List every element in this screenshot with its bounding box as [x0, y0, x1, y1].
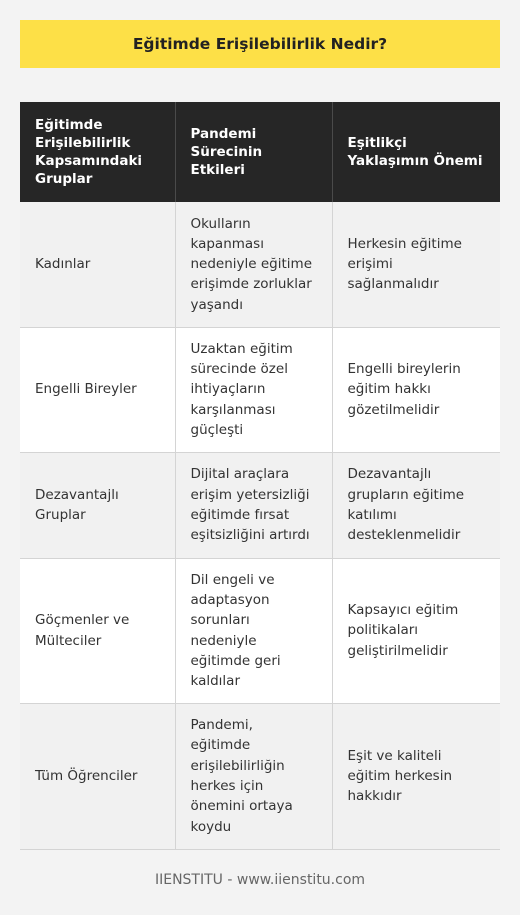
- table-cell-effect: Okulların kapanması nedeniyle eğitime erişimde zorluklar yaşandı: [175, 202, 332, 327]
- page-title: Eğitimde Erişilebilirlik Nedir?: [20, 20, 500, 68]
- table-cell-group: Engelli Bireyler: [20, 327, 175, 452]
- table-row: [20, 202, 500, 327]
- table-row: [20, 327, 500, 452]
- header-pandemic-effects: Pandemi Sürecinin Etkileri: [175, 102, 332, 202]
- header-groups: Eğitimde Erişilebilirlik Kapsamındaki Gruplar: [20, 102, 175, 202]
- table-header-row: [20, 102, 500, 202]
- table-cell-effect: Pandemi, eğitimde erişilebilirliğin herkes için önemini ortaya koydu: [175, 703, 332, 849]
- table-cell-importance: Herkesin eğitime erişimi sağlanmalıdır: [332, 202, 500, 327]
- table-cell-effect: Dil engeli ve adaptasyon sorunları nedeniyle eğitimde geri kaldılar: [175, 558, 332, 703]
- footer-credit: IIENSTITU - www.iienstitu.com: [154, 872, 366, 888]
- accessibility-table: [20, 102, 500, 850]
- table-cell-importance: Dezavantajlı grupların eğitime katılımı desteklenmelidir: [332, 452, 500, 558]
- table-row: [20, 452, 500, 558]
- table-cell-group: Tüm Öğrenciler: [20, 703, 175, 849]
- table-cell-effect: Uzaktan eğitim sürecinde özel ihtiyaçların karşılanması güçleşti: [175, 327, 332, 452]
- table-cell-group: Göçmenler ve Mülteciler: [20, 558, 175, 703]
- table-row: [20, 558, 500, 703]
- header-equity-importance: Eşitlikçi Yaklaşımın Önemi: [332, 102, 500, 202]
- table-row: [20, 703, 500, 849]
- table-cell-group: Kadınlar: [20, 202, 175, 327]
- table-cell-group: Dezavantajlı Gruplar: [20, 452, 175, 558]
- table-cell-effect: Dijital araçlara erişim yetersizliği eğitimde fırsat eşitsizliğini artırdı: [175, 452, 332, 558]
- table-cell-importance: Kapsayıcı eğitim politikaları geliştirilmelidir: [332, 558, 500, 703]
- table-cell-importance: Engelli bireylerin eğitim hakkı gözetilmelidir: [332, 327, 500, 452]
- table-cell-importance: Eşit ve kaliteli eğitim herkesin hakkıdır: [332, 703, 500, 849]
